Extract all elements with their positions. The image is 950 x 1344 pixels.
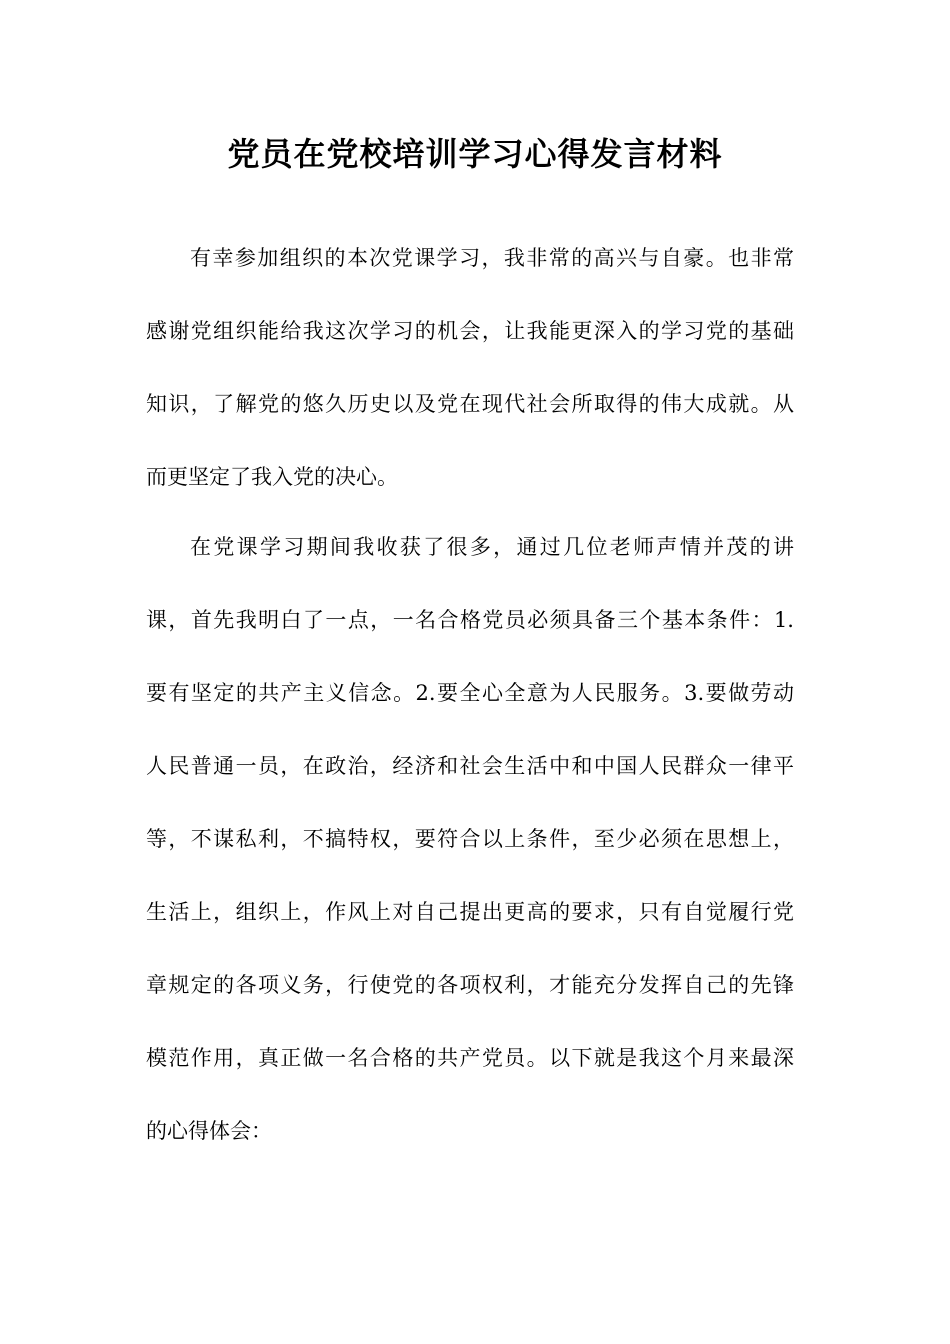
paragraph-1-line-2: 感谢党组织能给我这次学习的机会，让我能更深入的学习党的基础 xyxy=(146,319,794,343)
paragraph-2-line-9: 的心得体会： xyxy=(146,1119,272,1143)
paragraph-2-line-5: 等，不谋私利，不搞特权，要符合以上条件，至少必须在思想上， xyxy=(146,827,794,851)
paragraph-1-line-3: 知识，了解党的悠久历史以及党在现代社会所取得的伟大成就。从 xyxy=(146,392,794,416)
paragraph-2-line-8: 模范作用，真正做一名合格的共产党员。以下就是我这个月来最深 xyxy=(146,1046,794,1070)
paragraph-2-line-6: 生活上，组织上，作风上对自己提出更高的要求，只有自觉履行党 xyxy=(146,900,794,924)
paragraph-1-line-4: 而更坚定了我入党的决心。 xyxy=(146,465,398,489)
paragraph-2-line-1: 在党课学习期间我收获了很多，通过几位老师声情并茂的讲 xyxy=(190,535,794,559)
document-title: 党员在党校培训学习心得发言材料 xyxy=(227,135,723,173)
paragraph-1-line-1: 有幸参加组织的本次党课学习，我非常的高兴与自豪。也非常 xyxy=(190,246,794,270)
paragraph-2-line-2: 课，首先我明白了一点，一名合格党员必须具备三个基本条件：1. xyxy=(146,608,794,632)
paragraph-2-line-3: 要有坚定的共产主义信念。2.要全心全意为人民服务。3.要做劳动 xyxy=(146,681,794,705)
paragraph-2-line-7: 章规定的各项义务，行使党的各项权利，才能充分发挥自己的先锋 xyxy=(146,973,794,997)
paragraph-2-line-4: 人民普通一员，在政治，经济和社会生活中和中国人民群众一律平 xyxy=(146,754,794,778)
